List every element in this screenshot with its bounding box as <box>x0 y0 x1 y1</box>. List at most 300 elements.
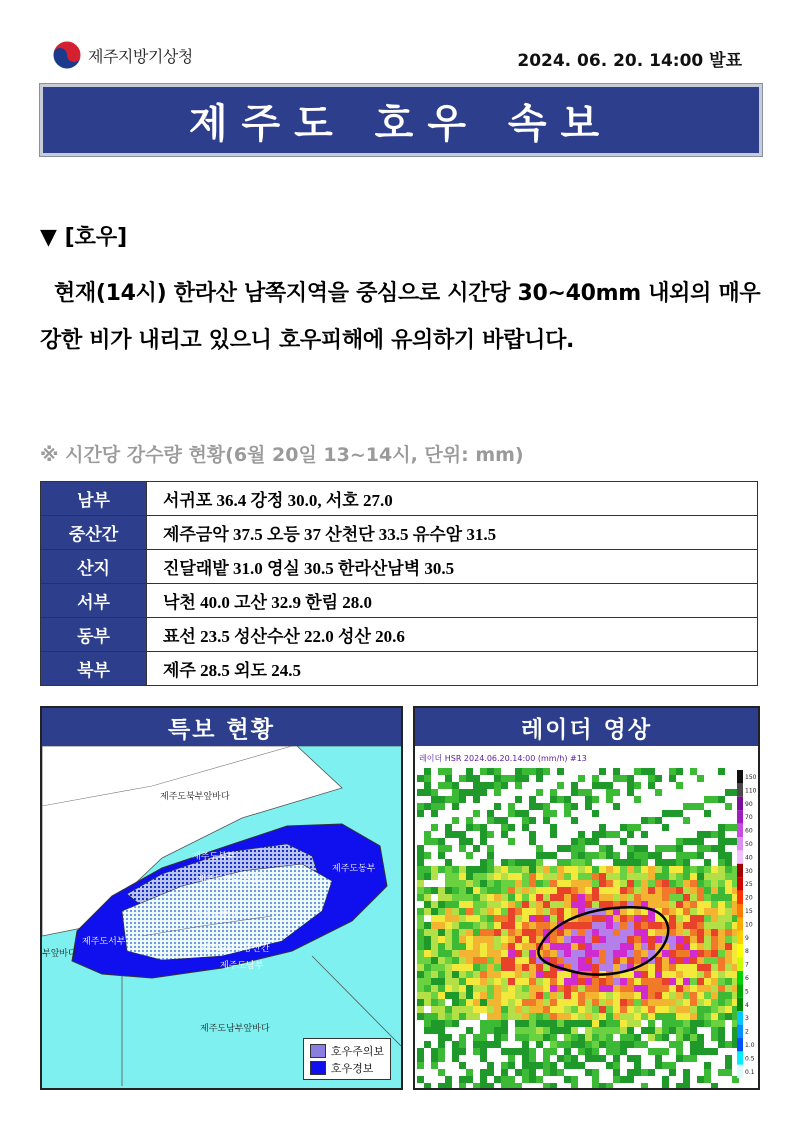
radar-cell <box>690 1027 697 1034</box>
radar-cell <box>452 1006 459 1013</box>
radar-cell <box>613 1027 620 1034</box>
radar-cell <box>690 929 697 936</box>
radar-cell <box>438 894 445 901</box>
radar-cell <box>571 1055 578 1062</box>
radar-cell <box>606 1006 613 1013</box>
radar-cell <box>634 950 641 957</box>
radar-cell <box>718 908 725 915</box>
radar-cell <box>557 943 564 950</box>
radar-cell <box>424 971 431 978</box>
map-label: 제주도동부 <box>332 864 376 874</box>
radar-cell <box>480 1083 487 1088</box>
warning-map-title: 특보 현황 <box>42 708 401 746</box>
radar-cell <box>655 978 662 985</box>
radar-cell <box>578 1013 585 1020</box>
radar-cell <box>543 894 550 901</box>
radar-cell <box>634 929 641 936</box>
radar-cell <box>522 908 529 915</box>
radar-cell <box>515 936 522 943</box>
radar-cell <box>620 894 627 901</box>
radar-cell <box>606 887 613 894</box>
scale-swatch <box>737 824 743 837</box>
radar-cell <box>522 978 529 985</box>
radar-cell <box>627 957 634 964</box>
radar-cell <box>459 873 466 880</box>
radar-cell <box>494 964 501 971</box>
scale-swatch <box>737 944 743 957</box>
radar-cell <box>662 1048 669 1055</box>
map-label: 제주도남부중산간 <box>200 944 270 954</box>
radar-cell <box>697 838 704 845</box>
radar-cell <box>599 887 606 894</box>
radar-cell <box>592 880 599 887</box>
radar-cell <box>711 985 718 992</box>
radar-cell <box>641 922 648 929</box>
radar-cell <box>592 782 599 789</box>
radar-cell <box>620 978 627 985</box>
radar-cell <box>557 1020 564 1027</box>
radar-cell <box>606 1062 613 1069</box>
radar-cell <box>417 964 424 971</box>
radar-cell <box>641 1013 648 1020</box>
radar-cell <box>473 775 480 782</box>
radar-cell <box>452 831 459 838</box>
radar-cell <box>592 1048 599 1055</box>
radar-cell <box>487 908 494 915</box>
radar-cell <box>704 992 711 999</box>
radar-cell <box>515 1069 522 1076</box>
radar-cell <box>697 845 704 852</box>
radar-cell <box>438 950 445 957</box>
radar-cell <box>718 964 725 971</box>
radar-cell <box>452 1013 459 1020</box>
radar-cell <box>522 810 529 817</box>
radar-cell <box>718 887 725 894</box>
radar-cell <box>592 1055 599 1062</box>
radar-cell <box>690 985 697 992</box>
radar-cell <box>508 859 515 866</box>
radar-cell <box>515 775 522 782</box>
radar-cell <box>480 838 487 845</box>
radar-cell <box>487 852 494 859</box>
radar-cell <box>501 1034 508 1041</box>
radar-cell <box>690 768 697 775</box>
radar-cell <box>725 915 732 922</box>
radar-cell <box>543 1062 550 1069</box>
radar-cell <box>501 859 508 866</box>
radar-cell <box>711 950 718 957</box>
radar-cell <box>725 1041 732 1048</box>
radar-cell <box>501 831 508 838</box>
radar-cell <box>578 922 585 929</box>
radar-cell <box>515 796 522 803</box>
radar-cell <box>718 880 725 887</box>
radar-cell <box>592 978 599 985</box>
radar-cell <box>662 950 669 957</box>
radar-cell <box>508 1013 515 1020</box>
radar-cell <box>599 1027 606 1034</box>
radar-cell <box>697 1041 704 1048</box>
radar-cell <box>704 971 711 978</box>
radar-cell <box>494 999 501 1006</box>
radar-cell <box>578 789 585 796</box>
radar-cell <box>536 1006 543 1013</box>
radar-cell <box>459 936 466 943</box>
title-banner <box>40 84 762 156</box>
radar-cell <box>571 803 578 810</box>
radar-cell <box>571 943 578 950</box>
radar-cell <box>578 1062 585 1069</box>
radar-cell <box>599 845 606 852</box>
radar-cell <box>613 880 620 887</box>
radar-cell <box>634 908 641 915</box>
radar-cell <box>424 922 431 929</box>
radar-cell <box>704 915 711 922</box>
radar-cell <box>683 887 690 894</box>
radar-cell <box>494 817 501 824</box>
radar-cell <box>529 1020 536 1027</box>
radar-cell <box>459 1083 466 1088</box>
radar-cell <box>690 908 697 915</box>
radar-cell <box>585 957 592 964</box>
radar-cell <box>648 929 655 936</box>
radar-cell <box>676 957 683 964</box>
radar-cell <box>557 957 564 964</box>
radar-cell <box>571 1034 578 1041</box>
radar-cell <box>676 915 683 922</box>
radar-cell <box>508 992 515 999</box>
table-row <box>41 482 758 516</box>
radar-cell <box>445 775 452 782</box>
radar-cell <box>648 922 655 929</box>
radar-cell <box>424 789 431 796</box>
radar-image <box>415 746 758 1088</box>
radar-cell <box>648 985 655 992</box>
radar-cell <box>473 1083 480 1088</box>
radar-cell <box>494 929 501 936</box>
radar-cell <box>725 992 732 999</box>
radar-cell <box>424 852 431 859</box>
radar-cell <box>718 971 725 978</box>
radar-cell <box>676 971 683 978</box>
radar-cell <box>529 887 536 894</box>
radar-cell <box>697 1034 704 1041</box>
scale-label: 30 <box>745 867 753 875</box>
radar-cell <box>718 999 725 1006</box>
radar-cell <box>529 992 536 999</box>
radar-cell <box>424 782 431 789</box>
radar-cell <box>431 873 438 880</box>
radar-cell <box>529 999 536 1006</box>
radar-cell <box>641 817 648 824</box>
radar-cell <box>417 936 424 943</box>
radar-cell <box>564 992 571 999</box>
radar-cell <box>676 1083 683 1088</box>
radar-cell <box>711 915 718 922</box>
radar-cell <box>438 985 445 992</box>
radar-cell <box>438 852 445 859</box>
radar-cell <box>522 943 529 950</box>
radar-cell <box>501 971 508 978</box>
radar-cell <box>459 999 466 1006</box>
radar-cell <box>697 978 704 985</box>
radar-cell <box>599 915 606 922</box>
radar-cell <box>592 901 599 908</box>
radar-cell <box>438 1083 445 1088</box>
radar-cell <box>501 782 508 789</box>
radar-cell <box>697 915 704 922</box>
radar-cell <box>424 887 431 894</box>
radar-cell <box>599 999 606 1006</box>
radar-cell <box>431 936 438 943</box>
radar-cell <box>655 1013 662 1020</box>
radar-cell <box>669 971 676 978</box>
radar-cell <box>459 845 466 852</box>
radar-cell <box>676 845 683 852</box>
radar-cell <box>431 866 438 873</box>
radar-cell <box>466 1027 473 1034</box>
radar-cell <box>662 880 669 887</box>
radar-cell <box>417 1055 424 1062</box>
map-label: 제주도북부 <box>192 852 236 862</box>
radar-cell <box>557 859 564 866</box>
radar-cell <box>501 922 508 929</box>
radar-cell <box>494 901 501 908</box>
radar-cell <box>459 775 466 782</box>
radar-cell <box>704 929 711 936</box>
radar-cell <box>452 929 459 936</box>
radar-cell <box>578 859 585 866</box>
radar-cell <box>606 915 613 922</box>
radar-cell <box>606 1013 613 1020</box>
radar-cell <box>676 1020 683 1027</box>
radar-cell <box>697 971 704 978</box>
radar-cell <box>515 1020 522 1027</box>
radar-cell <box>515 1006 522 1013</box>
radar-cell <box>711 943 718 950</box>
radar-cell <box>725 852 732 859</box>
radar-cell <box>550 1020 557 1027</box>
radar-cell <box>494 782 501 789</box>
radar-cell <box>417 999 424 1006</box>
radar-cell <box>529 908 536 915</box>
radar-cell <box>613 789 620 796</box>
radar-cell <box>641 929 648 936</box>
radar-cell <box>508 1048 515 1055</box>
scale-swatch <box>737 810 743 823</box>
radar-cell <box>487 810 494 817</box>
radar-cell <box>606 789 613 796</box>
radar-cell <box>529 894 536 901</box>
radar-cell <box>690 1041 697 1048</box>
radar-cell <box>557 901 564 908</box>
map-label: 제주도남부 <box>220 961 264 971</box>
radar-cell <box>662 1013 669 1020</box>
scale-swatch <box>737 984 743 997</box>
radar-cell <box>536 1013 543 1020</box>
radar-cell <box>606 1083 613 1088</box>
map-label: 제주도북부중산간 <box>197 875 267 885</box>
radar-cell <box>522 1041 529 1048</box>
scale-label: 9 <box>745 934 749 942</box>
radar-cell <box>634 922 641 929</box>
radar-cell <box>613 999 620 1006</box>
radar-cell <box>676 1027 683 1034</box>
radar-cell <box>438 866 445 873</box>
radar-cell <box>606 978 613 985</box>
radar-cell <box>508 1062 515 1069</box>
radar-cell <box>599 957 606 964</box>
radar-cell <box>550 1013 557 1020</box>
radar-cell <box>655 1055 662 1062</box>
radar-cell <box>683 803 690 810</box>
radar-cell <box>641 978 648 985</box>
radar-cell <box>599 936 606 943</box>
radar-cell <box>662 1027 669 1034</box>
radar-cell <box>417 950 424 957</box>
radar-cell <box>606 845 613 852</box>
radar-cell <box>557 985 564 992</box>
radar-cell <box>466 992 473 999</box>
radar-cell <box>564 880 571 887</box>
radar-cell <box>683 971 690 978</box>
radar-cell <box>536 1027 543 1034</box>
radar-cell <box>522 775 529 782</box>
radar-cell <box>431 950 438 957</box>
radar-cell <box>634 985 641 992</box>
radar-cell <box>515 992 522 999</box>
radar-cell <box>431 908 438 915</box>
radar-cell <box>536 775 543 782</box>
scale-swatch <box>737 1011 743 1024</box>
radar-cell <box>683 1076 690 1083</box>
radar-cell <box>459 978 466 985</box>
radar-cell <box>634 978 641 985</box>
radar-cell <box>543 1006 550 1013</box>
radar-cell <box>585 915 592 922</box>
radar-cell <box>655 929 662 936</box>
radar-cell <box>620 999 627 1006</box>
radar-cell <box>445 1083 452 1088</box>
radar-cell <box>438 929 445 936</box>
radar-cell <box>697 992 704 999</box>
radar-cell <box>711 894 718 901</box>
radar-cell <box>725 1062 732 1069</box>
radar-cell <box>711 873 718 880</box>
radar-cell <box>634 992 641 999</box>
radar-cell <box>655 1006 662 1013</box>
radar-cell <box>613 852 620 859</box>
radar-cell <box>613 831 620 838</box>
radar-cell <box>522 950 529 957</box>
radar-cell <box>543 866 550 873</box>
radar-cell <box>424 768 431 775</box>
radar-cell <box>515 810 522 817</box>
radar-cell <box>473 929 480 936</box>
radar-cell <box>571 859 578 866</box>
radar-cell <box>683 1013 690 1020</box>
radar-cell <box>515 1027 522 1034</box>
radar-cell <box>529 922 536 929</box>
radar-cell <box>641 873 648 880</box>
radar-cell <box>648 915 655 922</box>
radar-cell <box>417 873 424 880</box>
radar-cell <box>466 1069 473 1076</box>
radar-cell <box>438 796 445 803</box>
radar-cell <box>627 1013 634 1020</box>
radar-cell <box>676 999 683 1006</box>
radar-cell <box>564 978 571 985</box>
radar-cell <box>501 964 508 971</box>
radar-cell <box>725 824 732 831</box>
radar-cell <box>508 901 515 908</box>
radar-cell <box>445 859 452 866</box>
radar-cell <box>438 1006 445 1013</box>
radar-cell <box>487 992 494 999</box>
radar-cell <box>515 768 522 775</box>
radar-cell <box>529 950 536 957</box>
radar-cell <box>627 1076 634 1083</box>
radar-cell <box>641 971 648 978</box>
radar-cell <box>655 887 662 894</box>
radar-cell <box>480 880 487 887</box>
radar-cell <box>690 873 697 880</box>
radar-cell <box>459 992 466 999</box>
radar-cell <box>690 803 697 810</box>
radar-cell <box>711 1048 718 1055</box>
radar-cell <box>522 985 529 992</box>
radar-cell <box>571 901 578 908</box>
radar-cell <box>522 873 529 880</box>
radar-cell <box>648 1013 655 1020</box>
radar-cell <box>473 1048 480 1055</box>
radar-cell <box>690 999 697 1006</box>
radar-cell <box>571 908 578 915</box>
radar-cell <box>529 859 536 866</box>
radar-cell <box>676 908 683 915</box>
radar-cell <box>613 1041 620 1048</box>
radar-cell <box>487 901 494 908</box>
radar-cell <box>592 894 599 901</box>
radar-cell <box>585 1020 592 1027</box>
radar-cell <box>466 824 473 831</box>
radar-cell <box>690 866 697 873</box>
radar-cell <box>515 950 522 957</box>
radar-cell <box>606 1034 613 1041</box>
radar-cell <box>655 775 662 782</box>
radar-cell <box>438 845 445 852</box>
radar-cell <box>431 999 438 1006</box>
radar-cell <box>683 817 690 824</box>
radar-cell <box>711 971 718 978</box>
radar-cell <box>704 859 711 866</box>
radar-cell <box>529 1069 536 1076</box>
radar-cell <box>711 1013 718 1020</box>
radar-cell <box>627 1055 634 1062</box>
radar-cell <box>571 922 578 929</box>
radar-cell <box>620 1076 627 1083</box>
radar-cell <box>585 887 592 894</box>
radar-cell <box>431 796 438 803</box>
radar-cell <box>648 1034 655 1041</box>
radar-cell <box>648 1069 655 1076</box>
radar-cell <box>501 1069 508 1076</box>
radar-cell <box>487 817 494 824</box>
radar-cell <box>578 985 585 992</box>
radar-cell <box>676 936 683 943</box>
radar-cell <box>690 957 697 964</box>
radar-cell <box>606 894 613 901</box>
